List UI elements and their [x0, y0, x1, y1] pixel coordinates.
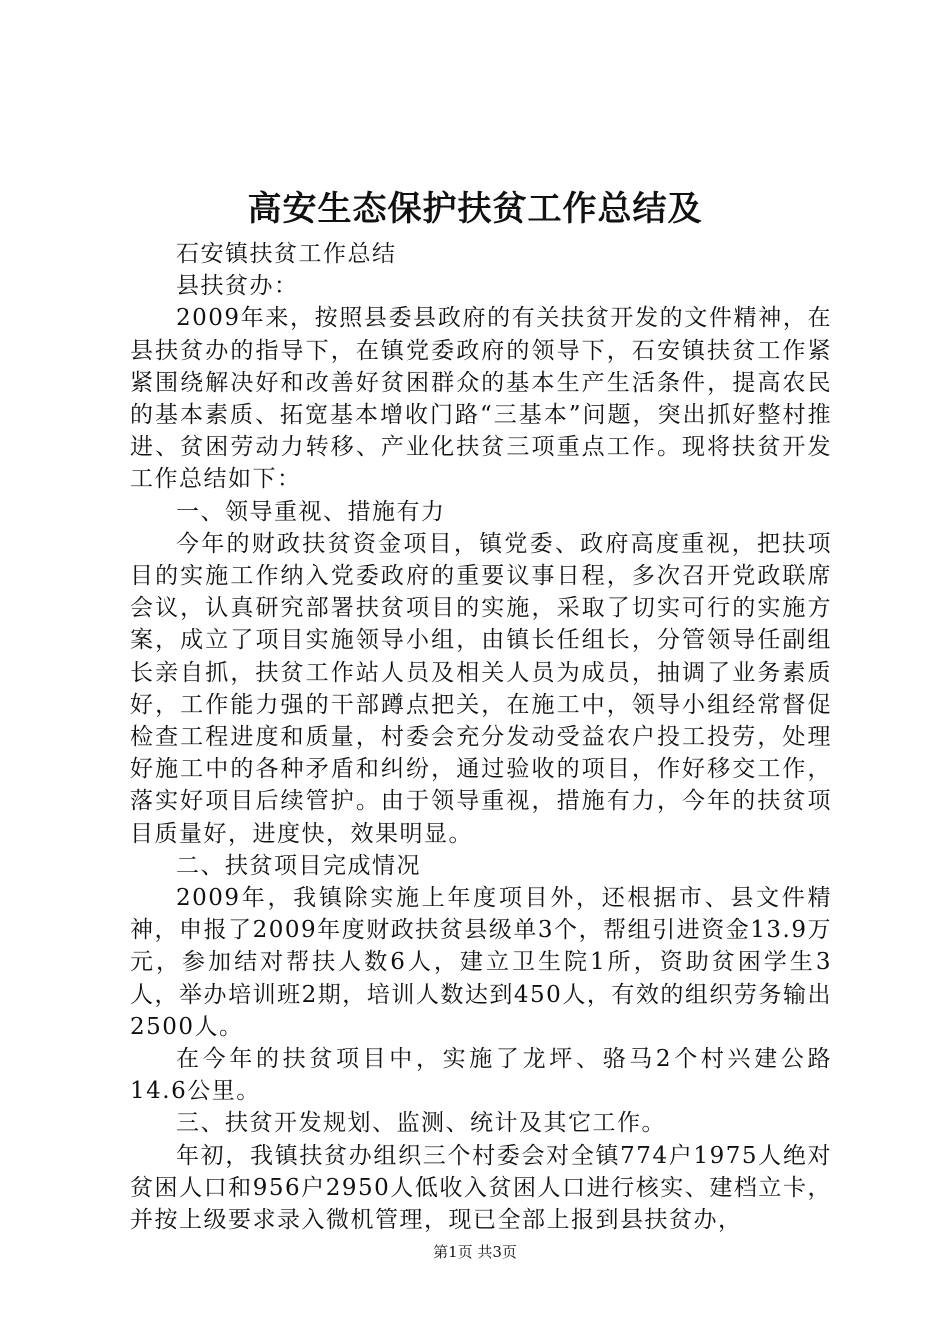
section-heading-3: 三、扶贫开发规划、监测、统计及其它工作。 [176, 1110, 666, 1137]
paragraph-roads: 在今年的扶贫项目中，实施了龙坪、骆马2个村兴建公路14.6公里。 [130, 1046, 832, 1105]
paragraph-section-1: 今年的财政扶贫资金项目，镇党委、政府高度重视，把扶项目的实施工作纳入党委政府的重要议事日程，多次召开党政联席会议，认真研究部署扶贫项目的实施，采取了切实可行的实施方案，成立了项目实施领导小组，由镇长任组长，分管领导任副组长亲自抓，扶贫工作站人员及相关人员为成员，抽调了业务素质好，工作能力强的干部蹲点把关，在施工中，领导小组经常督促检查工程进度和质量，村委会充分发动受益农户投工投劳，处理好施工中的各种矛盾和纠纷，通过验收的项目，作好移交工作，落实好项目后续管护。由于领导重视，措施有力，今年的扶贫项目质量好，进度快，效果明显。 [130, 530, 832, 847]
section-heading-2: 二、扶贫项目完成情况 [176, 852, 421, 879]
document-title: 高安生态保护扶贫工作总结及 [247, 189, 703, 229]
paragraph-intro: 2009年来，按照县委县政府的有关扶贫开发的文件精神，在县扶贫办的指导下，在镇党委政府的领导下，石安镇扶贫工作紧紧围绕解决好和改善好贫困群众的基本生产生活条件，提高农民的基本素质、拓宽基本增收门路“三基本”问题，突出抓好整村推进、贫困劳动力转移、产业化扶贫三项重点工作。现将扶贫开发工作总结如下： [130, 305, 832, 493]
document-body [130, 238, 832, 1236]
paragraph-section-2: 2009年，我镇除实施上年度项目外，还根据市、县文件精神，申报了2009年度财政扶贫县级单3个，帮组引进资金13.9万元，参加结对帮扶人数6人，建立卫生院1所，资助贫困学生3人，举办培训班2期，培训人数达到450人，有效的组织劳务输出2500人。 [130, 885, 832, 1040]
paragraph-subtitle: 石安镇扶贫工作总结 [176, 241, 397, 267]
section-heading-1: 一、领导重视、措施有力 [176, 498, 446, 525]
page-footer: 第1页 共3页 [433, 1243, 517, 1261]
paragraph-section-3: 年初，我镇扶贫办组织三个村委会对全镇774户1975人绝对贫困人口和956户2950人低收入贫困人口进行核实、建档立卡，并按上级要求录入微机管理，现已全部上报到县扶贫办， [130, 1142, 832, 1234]
paragraph-addressee: 县扶贫办： [176, 273, 299, 300]
